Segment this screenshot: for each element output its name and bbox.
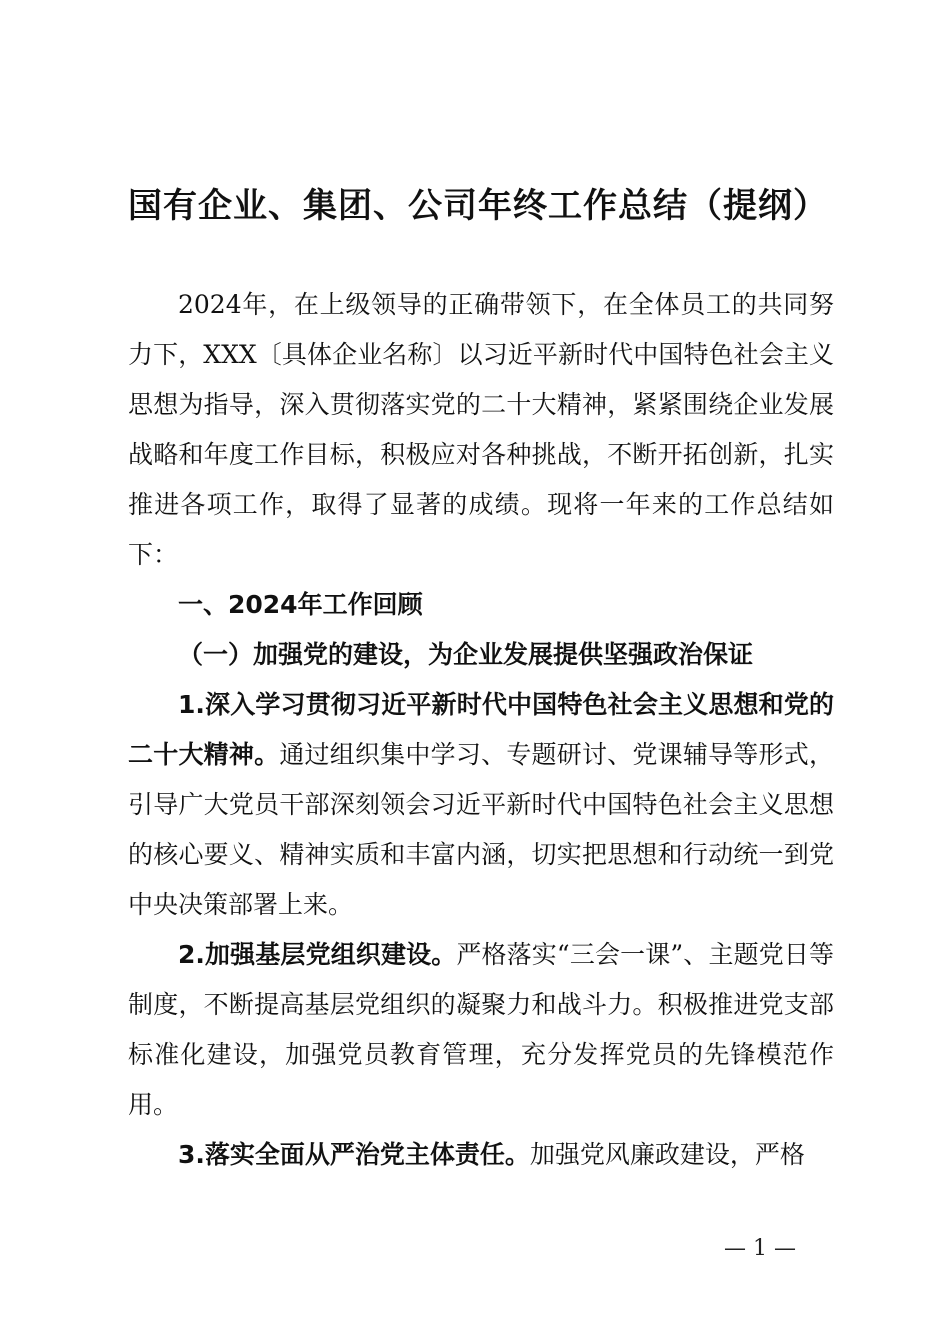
item-text: 通过组织集中学习、专题研讨、党课辅导等形式，引导广大党员干部深刻领会习近平新时代中国特色社会主义思想的核心要义、精神实质和丰富内涵，切实把思想和行动统一到党中央决策部署上来。 — [128, 740, 834, 919]
document-title: 国有企业、集团、公司年终工作总结（提纲） — [128, 186, 828, 226]
item-text: 严格落实“三会一课”、主题党日等制度，不断提高基层党组织的凝聚力和战斗力。积极推进党支部标准化建设，加强党员教育管理，充分发挥党员的先锋模范作用。 — [128, 940, 834, 1119]
list-item — [128, 930, 834, 1130]
item-lead: 1.深入学习贯彻习近平新时代中国特色社会主义思想和党的二十大精神。 — [128, 690, 834, 769]
list-item — [128, 1130, 834, 1180]
item-lead: 3.落实全面从严治党主体责任。 — [178, 1140, 530, 1169]
intro-paragraph: 2024年，在上级领导的正确带领下，在全体员工的共同努力下，XXX〔具体企业名称〕以习近平新时代中国特色社会主义思想为指导，深入贯彻落实党的二十大精神，紧紧围绕企业发展战略和年度工作目标，积极应对各种挑战，不断开拓创新，扎实推进各项工作，取得了显著的成绩。现将一年来的工作总结如下： — [128, 290, 834, 569]
subsection-heading: （一）加强党的建设，为企业发展提供坚强政治保证 — [178, 640, 754, 669]
item-lead: 2.加强基层党组织建设。 — [178, 940, 457, 969]
item-text: 加强党风廉政建设，严格 — [529, 1140, 805, 1169]
page-number: — 1 — — [724, 1236, 796, 1261]
document-body — [128, 280, 834, 1180]
list-item — [128, 680, 834, 930]
section-heading: 一、2024年工作回顾 — [178, 590, 423, 619]
